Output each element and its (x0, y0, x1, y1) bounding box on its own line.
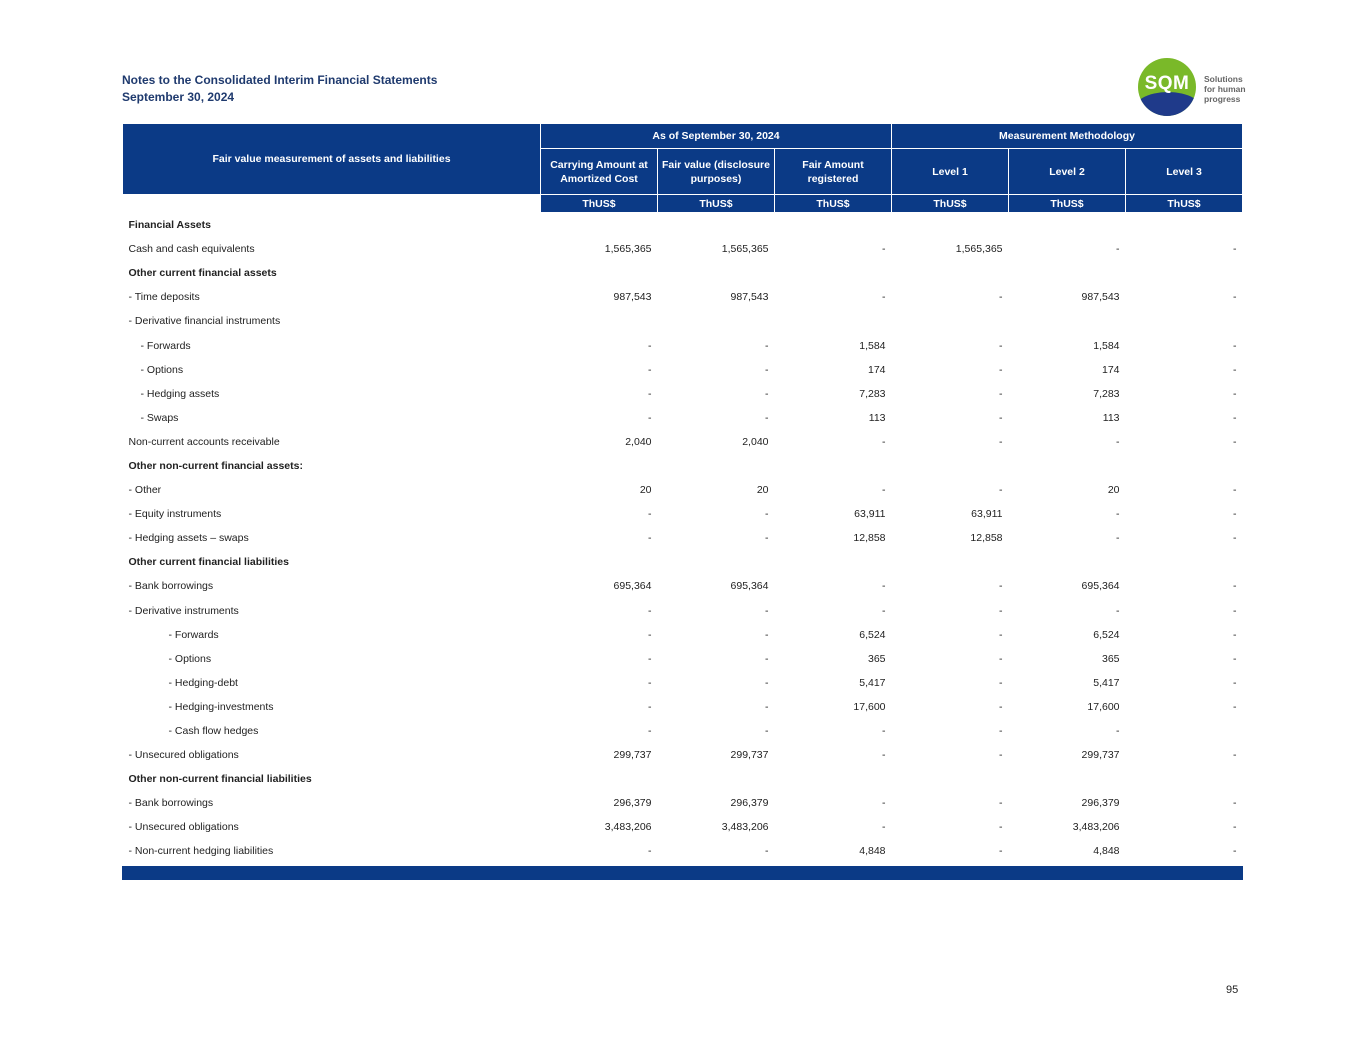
value-cell: 3,483,206 (1072, 821, 1120, 834)
row-label: - Other (128, 484, 162, 497)
value-cell: - (648, 532, 652, 545)
value-cell: - (765, 676, 769, 689)
value-cell: - (882, 821, 886, 834)
value-cell (1126, 719, 1243, 743)
value-cell (541, 454, 658, 478)
value-cell: 12,858 (853, 532, 886, 545)
value-cell: - (1233, 580, 1237, 593)
value-cell: - (999, 821, 1003, 834)
value-cell (892, 309, 1009, 333)
value-cell: - (999, 580, 1003, 593)
value-cell: - (1233, 628, 1237, 641)
value-cell (775, 454, 892, 478)
value-cell: 12,858 (970, 532, 1003, 545)
column-header: Level 1 (892, 149, 1009, 195)
value-cell: - (882, 725, 886, 738)
value-cell (541, 213, 658, 238)
unit-header: ThUS$ (541, 195, 658, 213)
value-cell: 174 (867, 363, 886, 376)
value-cell (775, 213, 892, 238)
table-row (123, 358, 1243, 382)
value-cell: 987,543 (730, 291, 769, 304)
row-label: Other non-current financial liabilities (128, 773, 312, 786)
value-cell: - (765, 604, 769, 617)
value-cell: - (1233, 532, 1237, 545)
value-cell: - (882, 243, 886, 256)
table-row (123, 791, 1243, 815)
table-row (123, 478, 1243, 502)
value-cell: - (999, 700, 1003, 713)
value-cell: 299,737 (613, 749, 652, 762)
value-cell: 299,737 (730, 749, 769, 762)
value-cell: - (999, 363, 1003, 376)
fair-value-table (122, 123, 1243, 864)
value-cell: - (999, 749, 1003, 762)
value-cell (541, 261, 658, 285)
table-row (123, 309, 1243, 333)
unit-header: ThUS$ (1009, 195, 1126, 213)
value-cell: 296,379 (730, 797, 769, 810)
column-header: Level 2 (1009, 149, 1126, 195)
value-cell: - (999, 628, 1003, 641)
value-cell: - (1233, 387, 1237, 400)
value-cell: 365 (867, 652, 886, 665)
table-row (123, 671, 1243, 695)
value-cell: 1,565,365 (721, 243, 769, 256)
value-cell (658, 767, 775, 791)
value-cell: - (1233, 700, 1237, 713)
value-cell: - (999, 387, 1003, 400)
value-cell: 296,379 (613, 797, 652, 810)
row-label: Other current financial liabilities (128, 556, 289, 569)
value-cell: - (999, 652, 1003, 665)
table-row (123, 815, 1243, 839)
value-cell: 4,848 (859, 845, 886, 858)
value-cell: 174 (1101, 363, 1120, 376)
column-header: Level 3 (1126, 149, 1243, 195)
value-cell: - (882, 797, 886, 810)
value-cell: - (882, 291, 886, 304)
row-label: Non-current accounts receivable (128, 435, 280, 448)
value-cell: - (765, 700, 769, 713)
logo-tagline-line: progress (1204, 94, 1241, 104)
row-label: - Derivative financial instruments (128, 315, 281, 328)
column-header: Fair Amount registered (775, 149, 892, 195)
document-title: Notes to the Consolidated Interim Financial Statements (122, 73, 438, 87)
value-cell: - (1233, 291, 1237, 304)
table-row (123, 285, 1243, 309)
value-cell: - (1233, 435, 1237, 448)
value-cell: 299,737 (1081, 749, 1120, 762)
table-row (123, 237, 1243, 261)
value-cell: - (648, 676, 652, 689)
column-header: Fair value (disclosure purposes) (658, 149, 775, 195)
value-cell: - (882, 580, 886, 593)
value-cell: 1,584 (859, 339, 886, 352)
group-header-methodology: Measurement Methodology (892, 124, 1243, 149)
row-label: - Bank borrowings (128, 580, 214, 593)
value-cell: - (1233, 484, 1237, 497)
value-cell (1126, 550, 1243, 574)
table-row (123, 382, 1243, 406)
table-row (123, 767, 1243, 791)
value-cell: - (882, 604, 886, 617)
value-cell: - (1116, 604, 1120, 617)
group-header-date: As of September 30, 2024 (541, 124, 892, 149)
unit-header: ThUS$ (1126, 195, 1243, 213)
row-label: - Bank borrowings (128, 797, 214, 810)
page-number: 95 (1226, 984, 1239, 996)
value-cell (892, 550, 1009, 574)
table-row (123, 502, 1243, 526)
value-cell (1009, 767, 1126, 791)
value-cell: - (1233, 821, 1237, 834)
value-cell: - (999, 845, 1003, 858)
value-cell (892, 454, 1009, 478)
value-cell: - (1116, 725, 1120, 738)
logo-emblem (1138, 58, 1196, 116)
value-cell: 296,379 (1081, 797, 1120, 810)
row-header-cell: Fair value measurement of assets and liabilities (123, 124, 541, 195)
table-row (123, 333, 1243, 357)
row-label: - Hedging assets (140, 387, 220, 400)
value-cell: 1,584 (1093, 339, 1120, 352)
value-cell: 1,565,365 (604, 243, 652, 256)
value-cell (1126, 261, 1243, 285)
value-cell: - (999, 435, 1003, 448)
value-cell: 987,543 (613, 291, 652, 304)
value-cell (1009, 213, 1126, 238)
value-cell: 2,040 (742, 435, 769, 448)
table-row (123, 550, 1243, 574)
value-cell: - (1233, 243, 1237, 256)
value-cell: - (765, 411, 769, 424)
row-label: Cash and cash equivalents (128, 243, 255, 256)
value-cell: - (1116, 508, 1120, 521)
table-row (123, 743, 1243, 767)
table-row (123, 526, 1243, 550)
unit-header: ThUS$ (658, 195, 775, 213)
table-row (123, 454, 1243, 478)
value-cell (658, 550, 775, 574)
value-cell: - (1233, 363, 1237, 376)
row-label: Other non-current financial assets: (128, 459, 303, 472)
value-cell: 63,911 (971, 508, 1003, 521)
unit-header: ThUS$ (775, 195, 892, 213)
value-cell: - (765, 532, 769, 545)
value-cell: 3,483,206 (604, 821, 652, 834)
value-cell: - (1116, 532, 1120, 545)
value-cell: - (648, 339, 652, 352)
value-cell: 365 (1101, 652, 1120, 665)
table-row (123, 623, 1243, 647)
value-cell: - (765, 387, 769, 400)
row-label: - Non-current hedging liabilities (128, 845, 274, 858)
value-cell: 2,040 (625, 435, 652, 448)
value-cell: 20 (756, 484, 769, 497)
value-cell: - (765, 845, 769, 858)
value-cell: - (1233, 749, 1237, 762)
value-cell: 20 (639, 484, 652, 497)
value-cell (541, 767, 658, 791)
value-cell (658, 213, 775, 238)
value-cell (1126, 454, 1243, 478)
column-header: Carrying Amount at Amortized Cost (541, 149, 658, 195)
row-label: - Time deposits (128, 291, 200, 304)
row-label: - Forwards (140, 339, 191, 352)
value-cell: 5,417 (859, 676, 886, 689)
value-cell: - (999, 411, 1003, 424)
value-cell: 695,364 (1081, 580, 1120, 593)
value-cell: 20 (1107, 484, 1120, 497)
table-row (123, 647, 1243, 671)
table-row (123, 719, 1243, 743)
value-cell: 7,283 (859, 387, 886, 400)
value-cell (658, 454, 775, 478)
page-header (122, 72, 437, 106)
value-cell: - (999, 725, 1003, 738)
value-cell: - (882, 484, 886, 497)
row-label: Other current financial assets (128, 267, 277, 280)
value-cell: - (1116, 435, 1120, 448)
value-cell: - (1233, 797, 1237, 810)
value-cell: - (648, 604, 652, 617)
value-cell: - (648, 363, 652, 376)
value-cell: 63,911 (854, 508, 886, 521)
value-cell (541, 550, 658, 574)
value-cell (775, 309, 892, 333)
row-label: - Hedging-debt (168, 676, 238, 689)
value-cell: - (765, 725, 769, 738)
value-cell: - (648, 700, 652, 713)
value-cell: - (1233, 508, 1237, 521)
value-cell (541, 309, 658, 333)
logo-wave (1138, 92, 1196, 116)
row-label: - Unsecured obligations (128, 821, 239, 834)
value-cell: 113 (1102, 411, 1120, 424)
table-footer-bar (122, 866, 1243, 880)
value-cell: 6,524 (1093, 628, 1120, 641)
row-label: - Derivative instruments (128, 604, 239, 617)
value-cell: 695,364 (730, 580, 769, 593)
logo-tagline-line: for human (1204, 84, 1246, 94)
value-cell (1126, 213, 1243, 238)
row-label: - Options (140, 363, 184, 376)
value-cell: - (999, 604, 1003, 617)
value-cell: 3,483,206 (721, 821, 769, 834)
row-label: - Unsecured obligations (128, 749, 239, 762)
value-cell: 7,283 (1093, 387, 1120, 400)
value-cell: 17,600 (853, 700, 886, 713)
value-cell: - (648, 387, 652, 400)
row-label: - Hedging-investments (168, 700, 274, 713)
value-cell: - (1233, 604, 1237, 617)
value-cell (892, 767, 1009, 791)
table-row (123, 261, 1243, 285)
value-cell (658, 261, 775, 285)
value-cell: - (1233, 845, 1237, 858)
value-cell: 4,848 (1093, 845, 1120, 858)
value-cell: - (999, 291, 1003, 304)
value-cell: - (648, 508, 652, 521)
value-cell (1009, 261, 1126, 285)
value-cell: - (648, 845, 652, 858)
value-cell: - (882, 435, 886, 448)
logo-tagline (1204, 74, 1246, 104)
value-cell: - (999, 339, 1003, 352)
value-cell: - (765, 628, 769, 641)
value-cell: 17,600 (1087, 700, 1120, 713)
value-cell: - (1233, 411, 1237, 424)
value-cell: 5,417 (1093, 676, 1120, 689)
table-row (123, 213, 1243, 238)
value-cell: - (648, 411, 652, 424)
value-cell: - (648, 652, 652, 665)
value-cell (775, 550, 892, 574)
value-cell (658, 309, 775, 333)
value-cell (1126, 309, 1243, 333)
value-cell: - (765, 363, 769, 376)
table-row (123, 839, 1243, 863)
sqm-logo (1138, 58, 1258, 118)
value-cell (1009, 454, 1126, 478)
value-cell: - (648, 725, 652, 738)
table-body (123, 213, 1243, 864)
value-cell: - (882, 749, 886, 762)
table-row (123, 599, 1243, 623)
value-cell (892, 213, 1009, 238)
value-cell: - (1233, 339, 1237, 352)
row-label: - Equity instruments (128, 508, 222, 521)
value-cell: - (648, 628, 652, 641)
row-label: - Cash flow hedges (168, 725, 259, 738)
value-cell: - (999, 484, 1003, 497)
row-label: - Forwards (168, 628, 219, 641)
logo-brand-text: SQM (1144, 73, 1190, 94)
value-cell (1126, 767, 1243, 791)
table-row (123, 695, 1243, 719)
value-cell (1009, 550, 1126, 574)
value-cell: - (1116, 243, 1120, 256)
value-cell: 695,364 (613, 580, 652, 593)
row-label: - Swaps (140, 411, 179, 424)
unit-header: ThUS$ (892, 195, 1009, 213)
document-date: September 30, 2024 (122, 90, 235, 104)
logo-tagline-line: Solutions (1204, 74, 1243, 84)
value-cell: - (765, 508, 769, 521)
row-label: Financial Assets (128, 219, 211, 232)
value-cell: - (999, 797, 1003, 810)
table-row (123, 406, 1243, 430)
value-cell: 1,565,365 (955, 243, 1003, 256)
row-label: - Options (168, 652, 212, 665)
value-cell (892, 261, 1009, 285)
row-label: - Hedging assets – swaps (128, 532, 249, 545)
value-cell: - (1233, 676, 1237, 689)
value-cell: 113 (868, 411, 886, 424)
value-cell: 987,543 (1081, 291, 1120, 304)
value-cell: - (765, 339, 769, 352)
value-cell: - (765, 652, 769, 665)
value-cell: - (999, 676, 1003, 689)
table-row (123, 574, 1243, 598)
value-cell: 6,524 (859, 628, 886, 641)
table-row (123, 430, 1243, 454)
value-cell (1009, 309, 1126, 333)
value-cell: - (1233, 652, 1237, 665)
value-cell (775, 767, 892, 791)
value-cell (775, 261, 892, 285)
